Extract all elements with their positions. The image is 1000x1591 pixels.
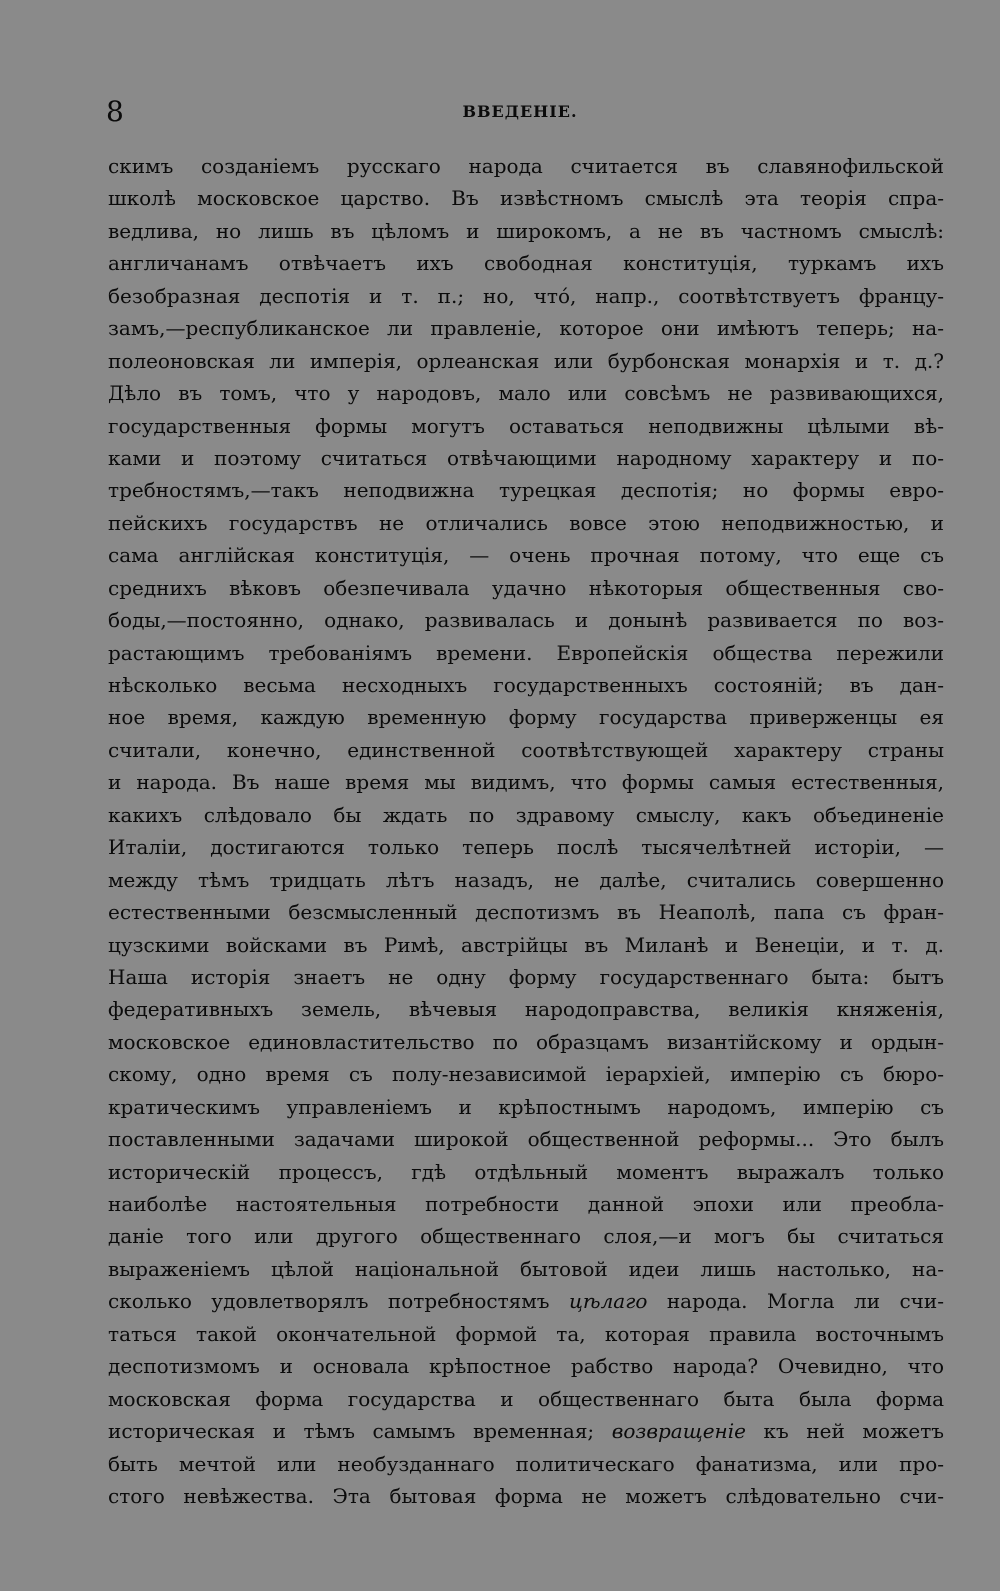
text-line: московская форма государства и общественнаго быта была форма — [108, 1386, 944, 1411]
text-line: боды,—постоянно, однако, развивалась и донынѣ развивается по воз- — [108, 608, 944, 633]
text-line: даніе того или другого общественнаго слоя,—и могъ бы считаться — [108, 1224, 944, 1249]
text-line: Италіи, достигаются только теперь послѣ тысячелѣтней исторіи, — — [108, 835, 944, 860]
page-number: 8 — [106, 95, 124, 128]
text-line: Дѣло въ томъ, что у народовъ, мало или совсѣмъ не развивающихся, — [108, 381, 944, 406]
text-line: государственныя формы могутъ оставаться неподвижны цѣлыми вѣ- — [108, 413, 944, 438]
text-line: школѣ московское царство. Въ извѣстномъ смыслѣ эта теорія спра- — [108, 186, 944, 211]
text-line: полеоновская ли имперія, орлеанская или бурбонская монархія и т. д.? — [108, 348, 944, 373]
text-line: скимъ созданіемъ русскаго народа считается въ славянофильской — [108, 154, 944, 178]
running-head: ВВЕДЕНІЕ. — [462, 102, 578, 121]
emphasized-word: цѣлаго — [568, 1289, 648, 1314]
text-line: естественными безсмысленный деспотизмъ въ Неаполѣ, папа съ фран- — [108, 900, 944, 925]
text-line: требностямъ,—такъ неподвижна турецкая деспотія; но формы евро- — [108, 478, 944, 503]
text-line: деспотизмомъ и основала крѣпостное рабство народа? Очевидно, что — [108, 1354, 944, 1379]
text-line: ное время, каждую временную форму государства приверженцы ея — [108, 705, 944, 730]
text-line: кратическимъ управленіемъ и крѣпостнымъ народомъ, имперію съ — [108, 1094, 944, 1119]
text-line: сама англійская конституція, — очень прочная потому, что еще съ — [108, 543, 944, 568]
text-line: московское единовластительство по образцамъ византійскому и ордын- — [108, 1029, 944, 1054]
text-line: цузскими войсками въ Римѣ, австрійцы въ Миланѣ и Венеціи, и т. д. — [108, 932, 944, 957]
text-line: и народа. Въ наше время мы видимъ, что формы самыя естественныя, — [108, 770, 944, 795]
text-line: среднихъ вѣковъ обезпечивала удачно нѣкоторыя общественныя сво- — [108, 575, 944, 600]
text-segment: историческая и тѣмъ самымъ временная; — [108, 1419, 612, 1444]
text-line: ведлива, но лишь въ цѣломъ и широкомъ, а не въ частномъ смыслѣ: — [108, 218, 944, 243]
text-line: таться такой окончательной формой та, которая правила восточнымъ — [108, 1321, 944, 1346]
text-line: выраженіемъ цѣлой національной бытовой идеи лишь настолько, на- — [108, 1256, 944, 1281]
text-line: англичанамъ отвѣчаетъ ихъ свободная конституція, туркамъ ихъ — [108, 251, 944, 276]
text-line: безобразная деспотія и т. п.; но, что́, напр., соотвѣтствуетъ францу- — [108, 283, 944, 308]
text-line: пейскихъ государствъ не отличались вовсе этою неподвижностью, и — [108, 510, 944, 535]
emphasized-word: возвращеніе — [611, 1419, 746, 1444]
text-line: какихъ слѣдовало бы ждать по здравому смыслу, какъ объединеніе — [108, 802, 944, 827]
text-segment: сколько удовлетворялъ потребностямъ — [108, 1289, 569, 1314]
body-text — [108, 150, 944, 1512]
text-line: быть мечтой или необузданнаго политическаго фанатизма, или про- — [108, 1451, 944, 1476]
text-line: растающимъ требованіямъ времени. Европейскія общества пережили — [108, 640, 944, 665]
text-line: Наша исторія знаетъ не одну форму государственнаго быта: бытъ — [108, 964, 944, 989]
text-line: поставленными задачами широкой общественной реформы... Это былъ — [108, 1127, 944, 1152]
text-line: стого невѣжества. Эта бытовая форма не можетъ слѣдовательно счи- — [108, 1483, 944, 1508]
text-line: историческій процессъ, гдѣ отдѣльный моментъ выражалъ только — [108, 1159, 944, 1184]
text-line-with-emphasis — [108, 1415, 944, 1447]
text-segment: къ ней можетъ — [745, 1419, 944, 1444]
text-line: скому, одно время съ полу-независимой іерархіей, имперію съ бюро- — [108, 1062, 944, 1087]
text-line: нѣсколько весьма несходныхъ государственныхъ состояній; въ дан- — [108, 673, 944, 697]
text-line: замъ,—республиканское ли правленіе, которое они имѣютъ теперь; на- — [108, 316, 944, 341]
text-line: между тѣмъ тридцать лѣтъ назадъ, не далѣе, считались совершенно — [108, 867, 944, 892]
text-line: считали, конечно, единственной соотвѣтствующей характеру страны — [108, 737, 944, 762]
text-line: федеративныхъ земель, вѣчевыя народоправства, великія княженія, — [108, 997, 944, 1022]
text-line: наиболѣе настоятельныя потребности данной эпохи или преобла- — [108, 1192, 944, 1216]
text-line: ками и поэтому считаться отвѣчающими народному характеру и по- — [108, 445, 944, 470]
text-segment: народа. Могла ли счи- — [647, 1289, 944, 1314]
text-line-with-emphasis — [108, 1285, 944, 1317]
